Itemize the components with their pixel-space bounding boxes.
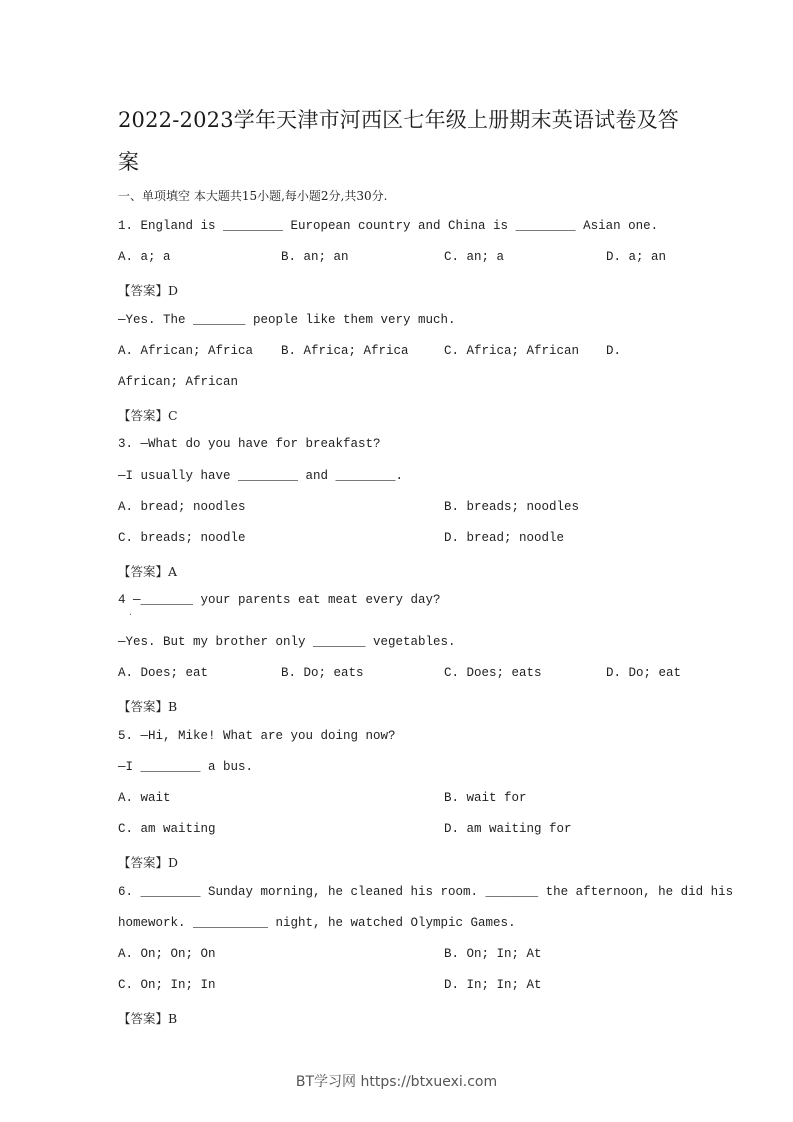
question-4-option-a: A. Does; eat [118, 666, 209, 680]
question-6-option-c: C. On; In; In [118, 978, 216, 992]
question-3-option-d: D. bread; noodle [444, 531, 565, 545]
question-5-stem-2: —I ________ a bus. [118, 760, 254, 774]
question-1-answer: 【答案】D [118, 283, 179, 298]
question-4-answer: 【答案】B [118, 699, 178, 714]
question-2-option-d-text: African; African [118, 375, 239, 389]
question-5-option-a: A. wait [118, 791, 171, 805]
question-1-option-c: C. an; a [444, 250, 505, 264]
question-4-stem-2: —Yes. But my brother only _______ vegetables. [118, 635, 456, 649]
question-4-option-d: D. Do; eat [606, 666, 682, 680]
question-6-stem-1: 6. ________ Sunday morning, he cleaned his room. _______ the afternoon, he did his [118, 885, 734, 899]
question-6-option-a: A. On; On; On [118, 947, 216, 961]
watermark-footer: BT学习网 https://btxuexi.com [295, 1074, 498, 1090]
question-6-stem-2: homework. __________ night, he watched Olympic Games. [118, 916, 516, 930]
question-5-stem-1: 5. —Hi, Mike! What are you doing now? [118, 729, 396, 743]
question-2-option-a: A. African; Africa [118, 344, 254, 358]
stray-dot-mark: . [128, 609, 133, 618]
question-3-option-c: C. breads; noodle [118, 531, 246, 545]
page-title-line-2: 案 [118, 150, 140, 174]
question-3-option-a: A. bread; noodles [118, 500, 246, 514]
question-5-option-c: C. am waiting [118, 822, 216, 836]
question-2-option-b: B. Africa; Africa [281, 344, 409, 358]
page-title-line-1: 2022-2023学年天津市河西区七年级上册期末英语试卷及答 [118, 108, 679, 132]
question-5-option-d: D. am waiting for [444, 822, 572, 836]
question-6-answer: 【答案】B [118, 1011, 178, 1026]
question-2-option-c: C. Africa; African [444, 344, 580, 358]
question-5-answer: 【答案】D [118, 855, 179, 870]
question-2-stem: —Yes. The _______ people like them very much. [118, 313, 456, 327]
question-2-option-d: D. [606, 344, 622, 358]
question-6-option-b: B. On; In; At [444, 947, 542, 961]
question-3-stem-2: —I usually have ________ and ________. [118, 469, 404, 483]
question-1-stem: 1. England is ________ European country and China is ________ Asian one. [118, 219, 659, 233]
question-2-answer: 【答案】C [118, 408, 178, 423]
question-1-option-b: B. an; an [281, 250, 349, 264]
question-4-stem-1: 4 —_______ your parents eat meat every day? [118, 593, 441, 607]
question-1-option-d: D. a; an [606, 250, 667, 264]
section-heading: 一、单项填空 本大题共15小题,每小题2分,共30分. [118, 189, 388, 203]
question-3-answer: 【答案】A [118, 564, 178, 579]
question-3-option-b: B. breads; noodles [444, 500, 580, 514]
question-3-stem-1: 3. —What do you have for breakfast? [118, 437, 381, 451]
question-1-option-a: A. a; a [118, 250, 171, 264]
question-4-option-c: C. Does; eats [444, 666, 542, 680]
question-6-option-d: D. In; In; At [444, 978, 542, 992]
question-4-option-b: B. Do; eats [281, 666, 364, 680]
question-5-option-b: B. wait for [444, 791, 527, 805]
